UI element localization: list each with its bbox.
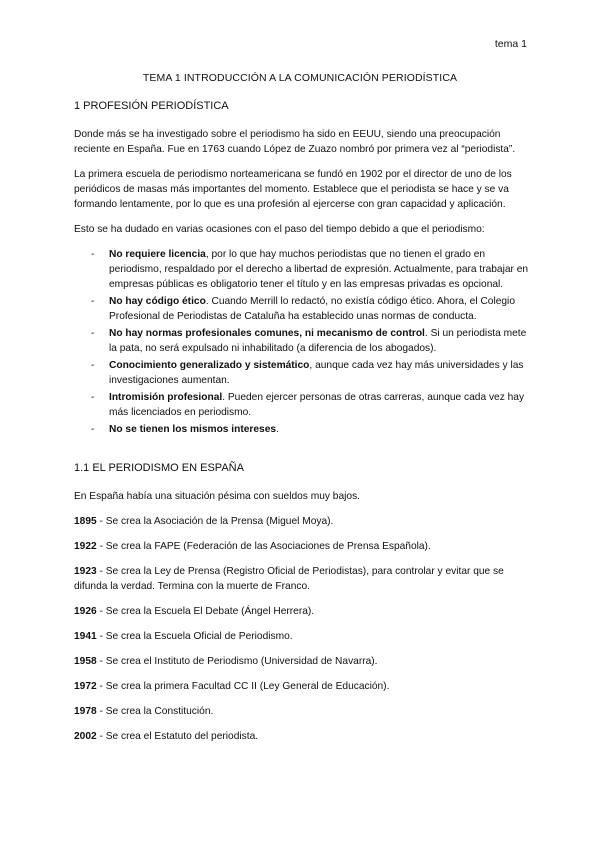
- list-item-bold: Intromisión profesional: [109, 392, 223, 403]
- list-item: - No se tienen los mismos intereses.: [91, 424, 279, 435]
- timeline-entry: [74, 679, 530, 694]
- timeline-year: 1895: [74, 516, 97, 527]
- timeline-text: - Se crea la Constitución.: [96, 706, 214, 717]
- paragraph-1: Donde más se ha investigado sobre el periodismo ha sido en EEUU, siendo una preocupación reciente en España. Fue en 1763 cuando López de Zuazo nombró por primera vez al “periodista”.: [74, 129, 516, 155]
- timeline-text: - Se crea la Asociación de la Prensa (Miguel Moya).: [96, 516, 334, 527]
- list-item-text: . Cuando Merrill lo redactó, no existía código ético. Ahora, el Colegio Profesional de Periodistas de Cataluña ha establecido unas normas de conducta.: [109, 296, 515, 322]
- list-item: - Conocimiento generalizado y sistemático, aunque cada vez hay más universidades y las investigaciones aumentan.: [91, 360, 524, 386]
- list-item-bold: No hay normas profesionales comunes, ni mecanismo de control: [109, 328, 425, 339]
- timeline-year: 1958: [74, 656, 97, 667]
- timeline-text: - Se crea la primera Facultad CC II (Ley General de Educación).: [96, 681, 390, 692]
- timeline-text: - Se crea la Escuela Oficial de Periodismo.: [96, 631, 293, 642]
- timeline-year: 1922: [74, 541, 97, 552]
- timeline-year: 1923: [74, 566, 97, 577]
- reasons-list: [74, 247, 530, 437]
- timeline-entry: [74, 654, 530, 669]
- timeline-entry: [74, 539, 530, 554]
- timeline-entry: [74, 704, 530, 719]
- list-item: - No requiere licencia, por lo que hay muchos periodistas que no tienen el grado en periodismo, respaldado por el derecho a libertad de expresión. Actualmente, para trabajar en empresas públicas es obligatorio tener el título y en las empresas privadas es opcional.: [91, 249, 529, 290]
- timeline-entry: [74, 604, 530, 619]
- timeline-text: - Se crea el Instituto de Periodismo (Universidad de Navarra).: [96, 656, 378, 667]
- timeline-text: - Se crea la Escuela El Debate (Ángel Herrera).: [96, 606, 315, 617]
- list-item-text: . Si un periodista mete la pata, no será expulsado ni inhabilitado (a diferencia de los abogados).: [109, 328, 527, 354]
- list-item-text: . Pueden ejercer personas de otras carreras, aunque cada vez hay más licenciados en periodismo.: [109, 392, 525, 418]
- list-item-text: , aunque cada vez hay más universidades y las investigaciones aumentan.: [109, 360, 524, 386]
- list-item: - No hay código ético. Cuando Merrill lo redactó, no existía código ético. Ahora, el Colegio Profesional de Periodistas de Cataluña ha establecido unas normas de conducta.: [91, 296, 515, 322]
- timeline-text: - Se crea la Ley de Prensa (Registro Oficial de Periodistas), para controlar y evitar que se difunda la verdad. Termina con la muerte de Franco.: [74, 566, 504, 592]
- timeline-entry: [74, 564, 530, 594]
- list-item-bold: No hay código ético: [109, 296, 206, 307]
- timeline-entry: [74, 729, 530, 744]
- timeline-year: 1978: [74, 706, 97, 717]
- section-heading-1: 1 PROFESIÓN PERIODÍSTICA: [74, 100, 229, 112]
- page-header-label: tema 1: [494, 38, 527, 50]
- timeline-text: - Se crea la FAPE (Federación de las Asociaciones de Prensa Española).: [96, 541, 431, 552]
- list-item-text: .: [276, 424, 279, 435]
- timeline-year: 1941: [74, 631, 97, 642]
- list-item: - Intromisión profesional. Pueden ejercer personas de otras carreras, aunque cada vez hay más licenciados en periodismo.: [91, 392, 525, 418]
- list-item-bold: Conocimiento generalizado y sistemático: [109, 360, 310, 371]
- document-body: [74, 99, 530, 744]
- list-item-bold: No requiere licencia: [109, 249, 206, 260]
- timeline-text: - Se crea el Estatuto del periodista.: [96, 731, 259, 742]
- paragraph-2: La primera escuela de periodismo norteamericana se fundó en 1902 por el director de uno de los periódicos de masas más importantes del momento. Establece que el periodista se hace y se va formando lentamente, por lo que es una profesión al ejercerse con gran capacidad y aplicación.: [74, 169, 512, 210]
- timeline-entry: [74, 514, 530, 529]
- list-item-text: , por lo que hay muchos periodistas que no tienen el grado en periodismo, respaldado por el derecho a libertad de expresión. Actualmente, para trabajar en empresas públicas es obligatorio tener el título y en las empresas privadas es opcional.: [109, 249, 529, 290]
- document-title: TEMA 1 INTRODUCCIÓN A LA COMUNICACIÓN PERIODÍSTICA: [142, 72, 458, 84]
- timeline-entry: [74, 629, 530, 644]
- section-heading-2: 1.1 EL PERIODISMO EN ESPAÑA: [74, 462, 244, 474]
- list-item-bold: No se tienen los mismos intereses: [109, 424, 277, 435]
- list-item: - No hay normas profesionales comunes, ni mecanismo de control. Si un periodista mete la pata, no será expulsado ni inhabilitado (a diferencia de los abogados).: [91, 328, 527, 354]
- timeline-year: 1926: [74, 606, 97, 617]
- paragraph-3: Esto se ha dudado en varias ocasiones con el paso del tiempo debido a que el periodismo:: [74, 224, 485, 235]
- timeline-year: 1972: [74, 681, 97, 692]
- section2-intro: En España había una situación pésima con sueldos muy bajos.: [74, 491, 360, 502]
- timeline-year: 2002: [74, 731, 97, 742]
